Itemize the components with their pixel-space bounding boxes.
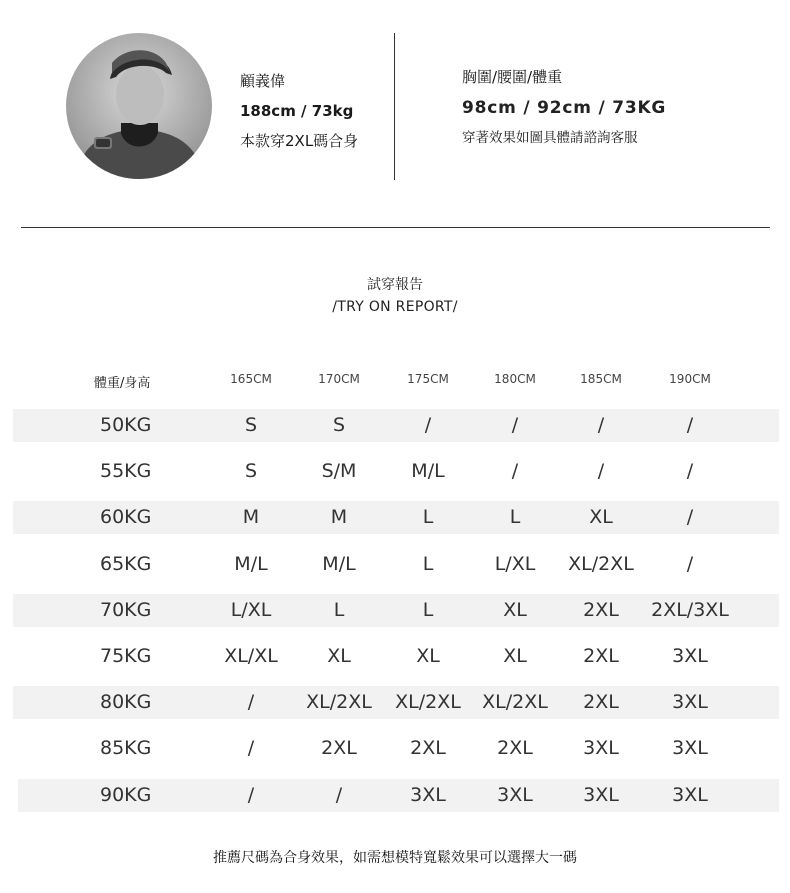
size-cell: 3XL bbox=[672, 783, 708, 806]
size-cell: XL/2XL bbox=[395, 691, 461, 714]
model-name: 顧義偉 bbox=[240, 72, 286, 90]
size-cell: 2XL bbox=[583, 645, 619, 667]
row-weight: 75KG bbox=[100, 645, 152, 667]
row-weight: 80KG bbox=[100, 691, 152, 714]
size-cell: S bbox=[244, 460, 258, 483]
height-header: 175CM bbox=[407, 372, 449, 386]
size-cell: XL bbox=[503, 645, 527, 667]
size-cell: L/XL bbox=[494, 552, 536, 575]
size-cell: 2XL bbox=[321, 737, 357, 760]
size-cell: L bbox=[422, 598, 434, 621]
size-cell: XL bbox=[503, 598, 527, 621]
size-cell: 3XL bbox=[672, 737, 708, 760]
report-title-en: /TRY ON REPORT/ bbox=[332, 299, 458, 315]
size-cell: L bbox=[509, 506, 521, 529]
size-cell: 3XL bbox=[672, 645, 708, 667]
model-size-worn: 本款穿2XL碼合身 bbox=[240, 132, 359, 150]
row-weight: 60KG bbox=[100, 506, 152, 529]
row-weight: 50KG bbox=[100, 414, 152, 436]
size-cell: S bbox=[244, 414, 258, 436]
size-cell: / bbox=[597, 414, 605, 436]
size-cell: / bbox=[511, 414, 519, 436]
size-cell: L bbox=[422, 552, 434, 575]
size-cell: M bbox=[242, 506, 260, 529]
size-cell: S bbox=[332, 414, 346, 436]
size-cell: / bbox=[247, 691, 255, 714]
size-cell: XL/2XL bbox=[482, 691, 548, 714]
measure-values: 98cm / 92cm / 73KG bbox=[462, 98, 667, 118]
height-header: 185CM bbox=[580, 372, 622, 386]
size-cell: / bbox=[686, 460, 694, 483]
size-cell: 3XL bbox=[672, 691, 708, 714]
height-header: 190CM bbox=[669, 372, 711, 386]
size-cell: L bbox=[422, 506, 434, 529]
size-cell: / bbox=[511, 460, 519, 483]
size-cell: 2XL/3XL bbox=[651, 598, 729, 621]
table-corner-label: 體重/身高 bbox=[94, 376, 151, 391]
size-cell: XL/XL bbox=[224, 645, 278, 667]
size-cell: M/L bbox=[322, 552, 356, 575]
size-cell: M/L bbox=[234, 552, 268, 575]
size-cell: 2XL bbox=[583, 691, 619, 714]
report-title-cn: 試穿報告 bbox=[367, 277, 423, 293]
size-cell: / bbox=[247, 783, 255, 806]
size-cell: / bbox=[686, 552, 694, 575]
size-cell: 2XL bbox=[583, 598, 619, 621]
row-weight: 65KG bbox=[100, 552, 152, 575]
size-cell: L bbox=[333, 598, 345, 621]
footer-note: 推薦尺碼為合身效果，如需想模特寬鬆效果可以選擇大一碼 bbox=[213, 850, 577, 866]
size-cell: XL bbox=[589, 506, 613, 529]
row-weight: 55KG bbox=[100, 460, 152, 483]
row-weight: 70KG bbox=[100, 598, 152, 621]
height-header: 180CM bbox=[494, 372, 536, 386]
size-cell: 3XL bbox=[583, 737, 619, 760]
size-cell: M bbox=[330, 506, 348, 529]
size-cell: / bbox=[335, 783, 343, 806]
measure-note: 穿著效果如圖具體請諮詢客服 bbox=[462, 130, 638, 146]
size-cell: / bbox=[597, 460, 605, 483]
row-weight: 85KG bbox=[100, 737, 152, 760]
size-cell: / bbox=[686, 414, 694, 436]
size-cell: M/L bbox=[411, 460, 445, 483]
size-cell: 3XL bbox=[583, 783, 619, 806]
size-cell: / bbox=[686, 506, 694, 529]
size-cell: XL bbox=[416, 645, 440, 667]
size-cell: 3XL bbox=[410, 783, 446, 806]
size-cell: 3XL bbox=[497, 783, 533, 806]
size-cell: 2XL bbox=[497, 737, 533, 760]
size-cell: / bbox=[247, 737, 255, 760]
row-weight: 90KG bbox=[100, 783, 152, 806]
height-header: 165CM bbox=[230, 372, 272, 386]
size-cell: XL/2XL bbox=[568, 552, 634, 575]
size-cell: XL bbox=[327, 645, 351, 667]
size-cell: 2XL bbox=[410, 737, 446, 760]
size-cell: S/M bbox=[321, 460, 357, 483]
measure-label: 胸圍/腰圍/體重 bbox=[462, 68, 563, 86]
size-cell: / bbox=[424, 414, 432, 436]
model-height-weight: 188cm / 73kg bbox=[240, 102, 354, 120]
size-cell: L/XL bbox=[230, 598, 272, 621]
height-header: 170CM bbox=[318, 372, 360, 386]
size-cell: XL/2XL bbox=[306, 691, 372, 714]
